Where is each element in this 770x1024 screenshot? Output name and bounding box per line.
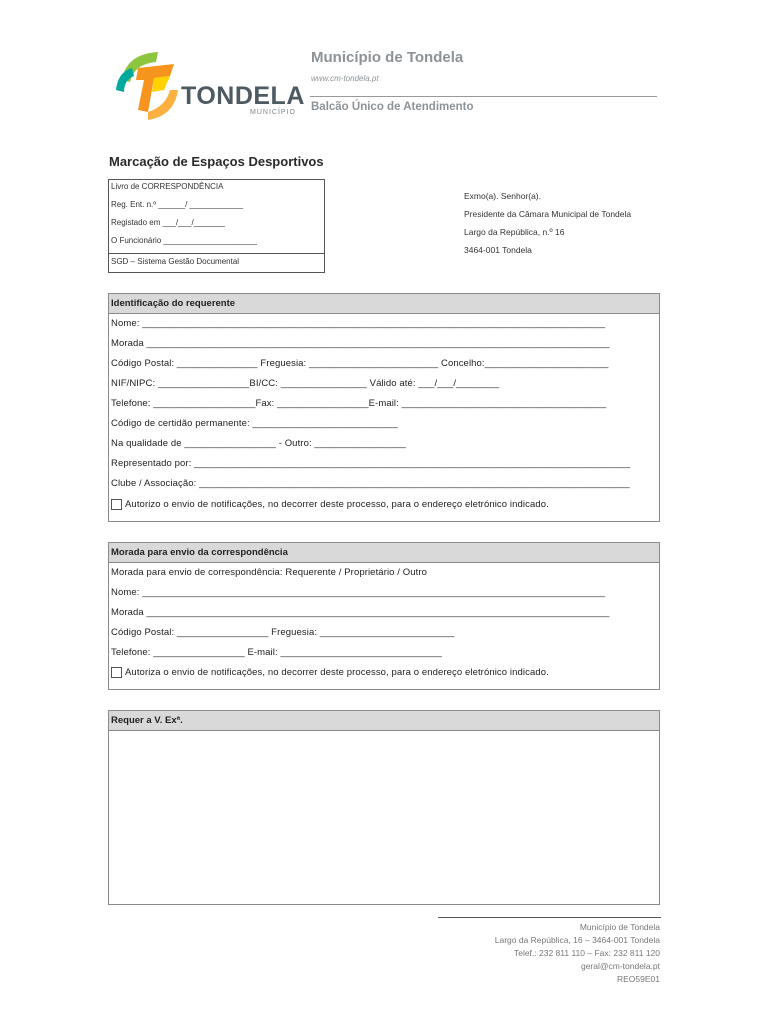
mailing-name-field[interactable]: Nome: ______________________________________________________________________________________: [111, 587, 606, 598]
requester-address-field[interactable]: Morada ______________________________________________________________________________________: [111, 338, 610, 349]
mailing-consent-checkbox[interactable]: [111, 667, 122, 678]
requester-club-field[interactable]: Clube / Associação: ________________________________________________________________________________: [111, 478, 630, 489]
requester-represented-field[interactable]: Representado por: _________________________________________________________________________________: [111, 458, 631, 469]
registry-box: [108, 179, 325, 273]
requester-heading: Identificação do requerente: [109, 294, 659, 314]
requester-quality-field[interactable]: Na qualidade de _________________ - Outro: _________________: [111, 438, 406, 449]
requester-section: [108, 293, 660, 522]
mailing-phone-field[interactable]: Telefone: _________________ E-mail: ______________________________: [111, 647, 442, 658]
document-title: Marcação de Espaços Desportivos: [109, 154, 324, 169]
request-text-area[interactable]: [109, 732, 659, 904]
registry-date-field[interactable]: Registado em ___/___/_______: [111, 218, 225, 227]
footer-form-code: REO59E01: [617, 974, 660, 984]
header-divider: [310, 96, 657, 97]
requester-certificate-field[interactable]: Código de certidão permanente: ___________________________: [111, 418, 398, 429]
header-subtitle: Balcão Único de Atendimento: [311, 101, 474, 113]
request-heading: Requer a V. Exª.: [109, 711, 659, 731]
registry-sgd-label: SGD – Sistema Gestão Documental: [111, 257, 240, 266]
logo-subtitle: MUNICÍPIO: [250, 109, 296, 116]
requester-consent: [111, 499, 549, 510]
requester-phone-field[interactable]: Telefone: ___________________Fax: _________________E-mail: ______________________________________: [111, 398, 607, 409]
mailing-heading: Morada para envio da correspondência: [109, 543, 659, 563]
municipality-logo: [108, 46, 303, 122]
registry-clerk-field[interactable]: O Funcionário _____________________: [111, 236, 257, 245]
mailing-consent-label: Autoriza o envio de notificações, no decorrer deste processo, para o endereço eletrónico indicado.: [125, 667, 549, 678]
addressee-postal: 3464-001 Tondela: [464, 245, 532, 255]
header-url[interactable]: www.cm-tondela.pt: [311, 74, 379, 83]
footer-phone: Telef.: 232 811 110 – Fax: 232 811 120: [513, 948, 660, 958]
mailing-recipient-options[interactable]: Morada para envio de correspondência: Requerente / Proprietário / Outro: [111, 567, 428, 578]
requester-consent-checkbox[interactable]: [111, 499, 122, 510]
requester-consent-label: Autorizo o envio de notificações, no decorrer deste processo, para o endereço eletrónico indicado.: [125, 499, 549, 510]
addressee-title: Presidente da Câmara Municipal de Tondela: [464, 209, 632, 219]
requester-name-field[interactable]: Nome: ______________________________________________________________________________________: [111, 318, 606, 329]
footer-name: Município de Tondela: [579, 922, 660, 932]
addressee-salutation: Exmo(a). Senhor(a).: [464, 191, 541, 201]
requester-nif-field[interactable]: NIF/NIPC: _________________BI/CC: ________________ Válido até: ___/___/________: [111, 378, 500, 389]
request-section: [108, 710, 660, 905]
mailing-address-field[interactable]: Morada ______________________________________________________________________________________: [111, 607, 610, 618]
registry-entry-field[interactable]: Reg. Ent. n.º ______/ ____________: [111, 200, 243, 209]
registry-book-label: Livro de CORRESPONDÊNCIA: [111, 182, 224, 191]
footer-divider: [438, 917, 661, 918]
mailing-section: [108, 542, 660, 690]
addressee-street: Largo da República, n.º 16: [464, 227, 565, 237]
requester-postal-field[interactable]: Código Postal: _______________ Freguesia: ________________________ Concelho:_______________________: [111, 358, 609, 369]
footer-address: Largo da República, 16 – 3464-001 Tondela: [494, 935, 660, 945]
mailing-postal-field[interactable]: Código Postal: _________________ Freguesia: _________________________: [111, 627, 455, 638]
logo-wordmark: TONDELA: [181, 82, 305, 110]
header-title: Município de Tondela: [311, 49, 464, 66]
footer-email[interactable]: geral@cm-tondela.pt: [580, 961, 660, 971]
registry-divider: [109, 253, 324, 254]
mailing-consent: [111, 667, 549, 678]
tondela-emblem-icon: [108, 46, 188, 122]
